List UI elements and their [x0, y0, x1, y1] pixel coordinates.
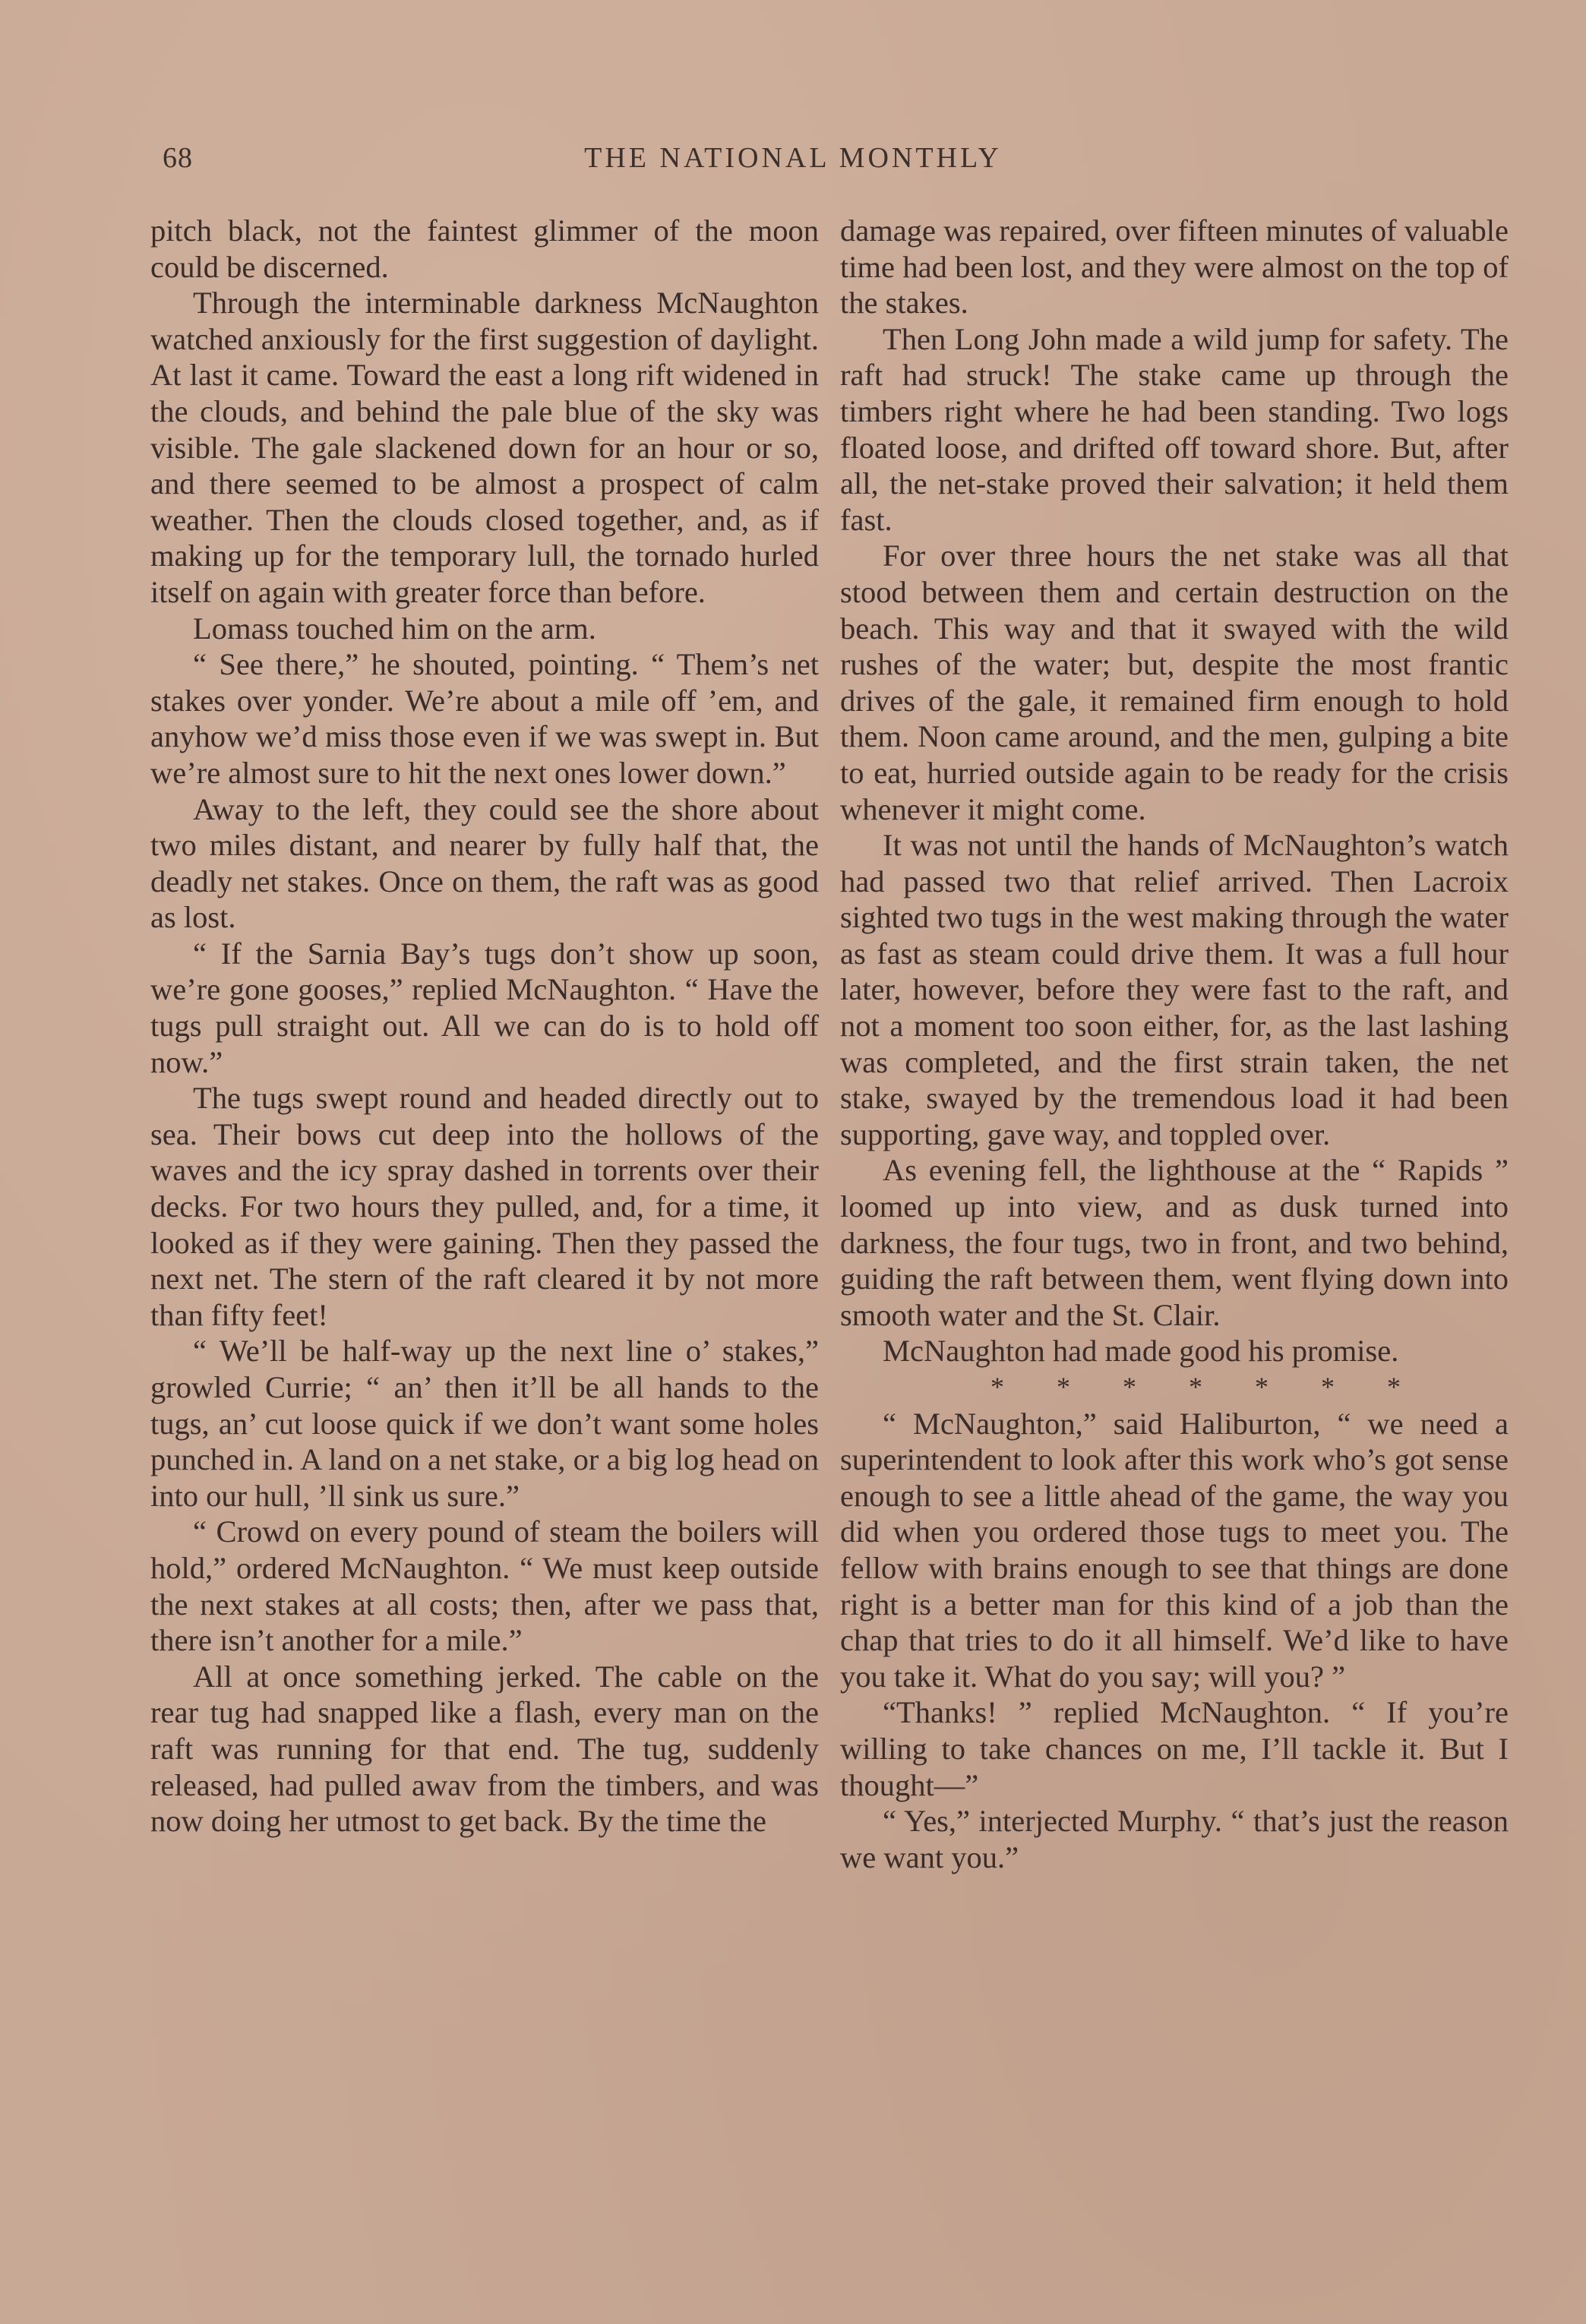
paragraph: “ If the Sarnia Bay’s tugs don’t show up soon, we’re gone gooses,” replied McNaughton. “ Have the tugs pull straight out. All we can do is to hold off now.” — [150, 936, 819, 1079]
paragraph: All at once something jerked. The cable on the rear tug had snapped like a flash, every man on the raft was running for that end. The tug, suddenly released, had pulled awav from the timbers, and was now doing her utmost to get back. By the time the — [150, 1659, 819, 1839]
paragraph: damage was repaired, over fifteen minutes of valuable time had been lost, and they were almost on the top of the stakes. — [840, 213, 1509, 320]
paragraph: For over three hours the net stake was all that stood between them and certain destruction on the beach. This way and that it swayed with the wild rushes of the water; but, despite the most frantic drives of the gale, it remained firm enough to hold them. Noon came around, and the men, gulping a bite to eat, hurried outside again to be ready for the crisis whenever it might come. — [840, 538, 1509, 826]
page-number: 68 — [163, 142, 193, 174]
paragraph: pitch black, not the faintest glimmer of the moon could be discerned. — [150, 213, 819, 284]
paragraph: As evening fell, the lighthouse at the “ Rapids ” loomed up into view, and as dusk turned into darkness, the four tugs, two in front, and two behind, guiding the raft between them, went flying down into smooth water and the St. Clair. — [840, 1153, 1509, 1332]
paragraph: It was not until the hands of McNaughton’s watch had passed two that relief arrived. Then Lacroix sighted two tugs in the west making through the water as fast as steam could drive them. It was a full hour later, however, before they were fast to the raft, and not a moment too soon either, for, as the last lashing was completed, and the first strain taken, the net stake, swayed by the tremendous load it had been supporting, gave way, and toppled over. — [840, 828, 1509, 1151]
paragraph: “ Yes,” interjected Murphy. “ that’s just the reason we want you.” — [840, 1804, 1509, 1874]
paragraph: “ See there,” he shouted, pointing. “ Them’s net stakes over yonder. We’re about a mile off ’em, and anyhow we’d miss those even if we was swept in. But we’re almost sure to hit the next ones lower down.” — [150, 647, 819, 790]
paragraph: Lomass touched him on the arm. — [193, 611, 596, 646]
paragraph: The tugs swept round and headed directly out to sea. Their bows cut deep into the hollows of the waves and the icy spray dashed in torrents over their decks. For two hours they pulled, and, for a time, it looked as if they were gaining. Then they passed the next net. The stern of the raft cleared it by not more than fifty feet! — [150, 1081, 819, 1332]
paragraph: Away to the left, they could see the shore about two miles distant, and nearer by fully half that, the deadly net stakes. Once on them, the raft was as good as lost. — [150, 791, 819, 935]
running-title: THE NATIONAL MONTHLY — [584, 142, 1002, 174]
paragraph: “Thanks! ” replied McNaughton. “ If you’re willing to take chances on me, I’ll tackle it. But I thought—” — [840, 1695, 1509, 1802]
paragraph: “ McNaughton,” said Haliburton, “ we need a superintendent to look after this work who’s got sense enough to see a little ahead of the game, the way you did when you ordered those tugs to meet you. The fellow with brains enough to see that things are done right is a better man for this kind of a job than the chap that tries to do it all himself. We’d like to have you take it. What do you say; will you? ” — [840, 1406, 1509, 1694]
left-column — [150, 213, 819, 1839]
paragraph: Through the interminable darkness McNaughton watched anxiously for the first suggestion of daylight. At last it came. Toward the east a long rift widened in the clouds, and behind the pale blue of the sky was visible. The gale slackened down for an hour or so, and there seemed to be almost a prospect of calm weather. Then the clouds closed together, and, as if making up for the temporary lull, the tornado hurled itself on again with greater force than before. — [150, 286, 819, 609]
paragraph: “ Crowd on every pound of steam the boilers will hold,” ordered McNaughton. “ We must keep outside the next stakes at all costs; then, after we pass that, there isn’t another for a mile.” — [150, 1514, 819, 1658]
paragraph: Then Long John made a wild jump for safety. The raft had struck! The stake came up through the timbers right where he had been standing. Two logs floated loose, and drifted off toward shore. But, after all, the net-stake proved their salvation; it held them fast. — [840, 321, 1509, 537]
paragraph: “ We’ll be half-way up the next line o’ stakes,” growled Currie; “ an’ then it’ll be all hands to the tugs, an’ cut loose quick if we don’t want some holes punched in. A land on a net stake, or a big log head on into our hull, ’ll sink us sure.” — [150, 1334, 819, 1513]
section-break: * * * * * * * — [990, 1372, 1401, 1402]
right-column — [840, 213, 1509, 1875]
paragraph: McNaughton had made good his promise. — [883, 1334, 1399, 1369]
